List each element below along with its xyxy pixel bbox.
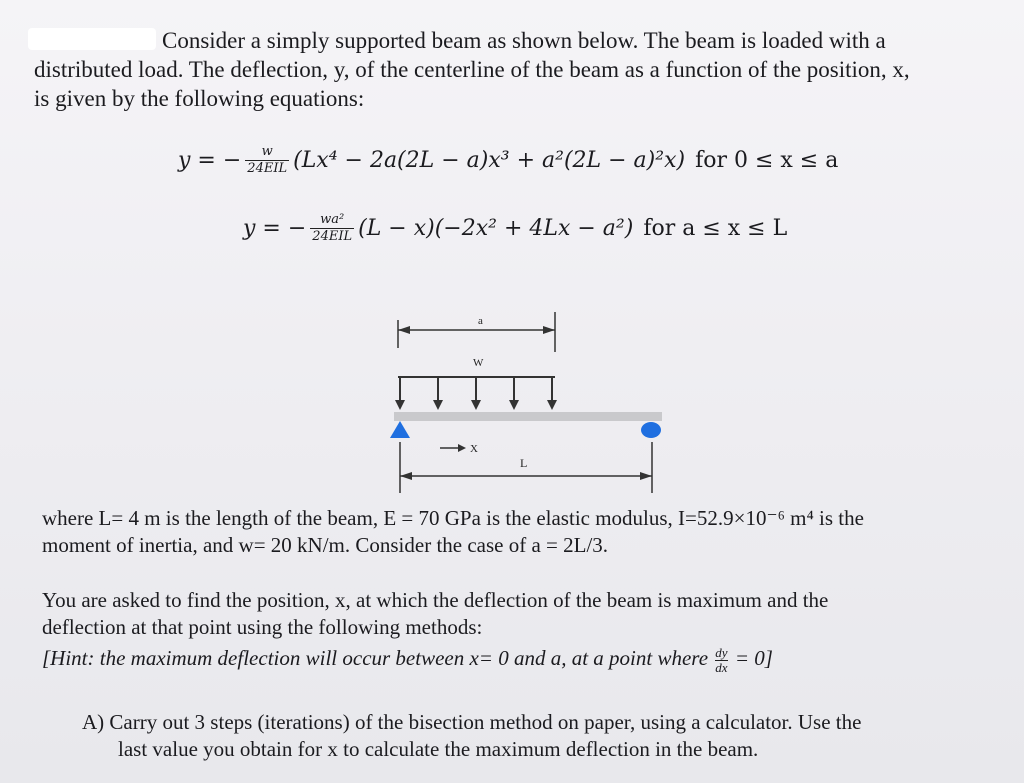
hint-paragraph xyxy=(42,645,942,675)
hint-frac-den: dx xyxy=(715,659,728,675)
intro-line-1: Consider a simply supported beam as shown below. The beam is loaded with a xyxy=(162,28,886,53)
part-a-line-2: last value you obtain for x to calculate the maximum deflection in the beam. xyxy=(118,737,759,761)
eq2-frac-den: 24EIL xyxy=(312,229,353,244)
equation-1 xyxy=(178,144,838,177)
eq1-fraction xyxy=(245,144,289,177)
asked-paragraph xyxy=(42,587,1002,641)
eq1-frac-den: 24EIL xyxy=(247,161,288,176)
label-x: X xyxy=(470,443,478,455)
eq1-lhs: y = − xyxy=(178,148,242,173)
eq2-condition: for a ≤ x ≤ L xyxy=(643,216,788,241)
asked-line-2: deflection at that point using the following methods: xyxy=(42,615,483,639)
label-l: L xyxy=(520,456,528,470)
part-a-line-1: A) Carry out 3 steps (iterations) of the bisection method on paper, using a calculator. Use the xyxy=(82,710,862,734)
eq2-body: (L − x)(−2x² + 4Lx − a²) xyxy=(358,216,634,241)
eq1-body: (Lx⁴ − 2a(2L − a)x³ + a²(2L − a)²x) xyxy=(293,148,686,173)
eq2-fraction xyxy=(310,212,354,245)
load-arrows xyxy=(395,377,557,410)
intro-line-2: distributed load. The deflection, y, of the centerline of the beam as a function of the position, x, xyxy=(34,57,910,82)
where-line-2: moment of inertia, and w= 20 kN/m. Consider the case of a = 2L/3. xyxy=(42,533,609,557)
dim-l-arrow-right xyxy=(640,472,652,480)
hint-frac-num: dy xyxy=(715,644,728,660)
eq2-frac-num: wa² xyxy=(320,212,345,227)
dim-l-arrow-left xyxy=(400,472,412,480)
label-w: W xyxy=(473,357,484,369)
eq1-frac-num: w xyxy=(261,144,273,159)
asked-line-1: You are asked to find the position, x, at which the deflection of the beam is maximum and the xyxy=(42,588,829,612)
dim-a-arrow-left xyxy=(398,326,410,334)
intro-line-3: is given by the following equations: xyxy=(34,86,365,111)
intro-paragraph xyxy=(34,26,994,113)
label-a: a xyxy=(478,315,483,327)
x-axis-arrowhead xyxy=(458,444,466,452)
hint-text: [Hint: the maximum deflection will occur between x= 0 and a, at a point where xyxy=(42,646,709,670)
where-line-1: where L= 4 m is the length of the beam, E = 70 GPa is the elastic modulus, I=52.9×10⁻⁶ m⁴ is the xyxy=(42,506,864,530)
part-a-paragraph xyxy=(82,709,1002,763)
beam-diagram xyxy=(380,300,680,500)
where-paragraph xyxy=(42,505,1002,559)
pin-support xyxy=(390,421,410,438)
eq1-condition: for 0 ≤ x ≤ a xyxy=(695,148,839,173)
dim-a-arrow-right xyxy=(543,326,555,334)
eq2-lhs: y = − xyxy=(243,216,307,241)
hint-fraction xyxy=(715,646,727,675)
roller-support xyxy=(641,422,661,438)
beam xyxy=(394,412,662,421)
equation-2 xyxy=(243,212,787,245)
hint-tail: = 0] xyxy=(734,646,773,670)
